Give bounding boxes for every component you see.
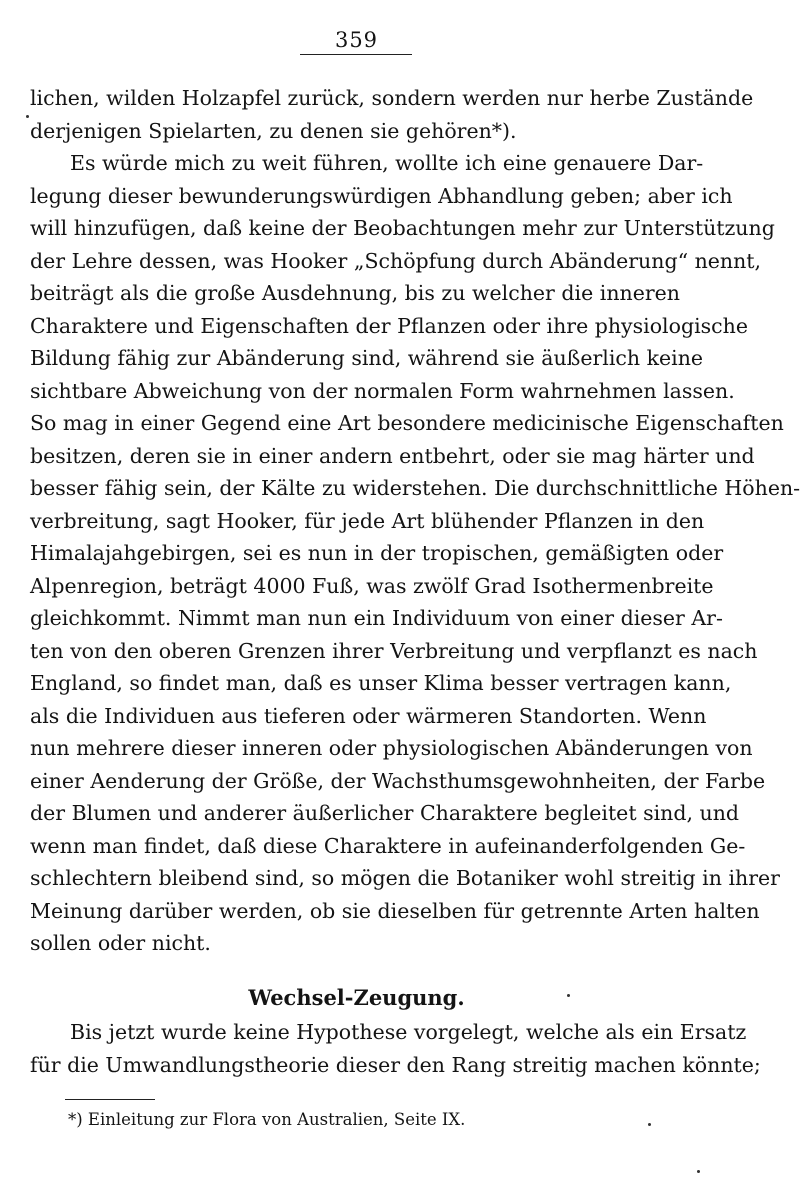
text-line: gleichkommt. Nimmt man nun ein Individuum von einer dieser Ar- <box>30 606 723 630</box>
print-speck <box>26 115 29 118</box>
text-line: wenn man findet, daß diese Charaktere in aufeinanderfolgenden Ge- <box>30 833 746 858</box>
text-line: sichtbare Abweichung von der normalen Form wahrnehmen lassen. <box>30 378 735 403</box>
text-line: Bis jetzt wurde keine Hypothese vorgelegt, welche als ein Ersatz <box>70 1020 747 1044</box>
text-line: nun mehrere dieser inneren oder physiologischen Abänderungen von <box>30 736 753 760</box>
text-line: Himalajahgebirgen, sei es nun in der tropischen, gemäßigten oder <box>30 541 724 565</box>
text-line: Bildung fähig zur Abänderung sind, während sie äußerlich keine <box>30 346 704 370</box>
text-line: legung dieser bewunderungswürdigen Abhandlung geben; aber ich <box>30 183 733 208</box>
text-line: der Blumen und anderer äußerlicher Charaktere begleitet sind, und <box>30 801 740 825</box>
text-line: Meinung darüber werden, ob sie dieselben für getrennte Arten halten <box>30 898 760 923</box>
text-line: derjenigen Spielarten, zu denen sie gehören*). <box>30 118 517 143</box>
section-heading: Wechsel-Zeugung. <box>248 985 465 1010</box>
text-line: schlechtern bleibend sind, so mögen die Botaniker wohl streitig in ihrer <box>30 866 780 890</box>
print-speck <box>697 1170 700 1173</box>
text-line: ten von den oberen Grenzen ihrer Verbreitung und verpflanzt es nach <box>30 638 758 663</box>
header-rule <box>300 54 412 55</box>
print-speck <box>648 1123 651 1126</box>
text-line: einer Aenderung der Größe, der Wachsthumsgewohnheiten, der Farbe <box>30 768 766 793</box>
text-line: verbreitung, sagt Hooker, für jede Art blühender Pflanzen in den <box>30 508 705 533</box>
text-line: England, so findet man, daß es unser Klima besser vertragen kann, <box>30 671 732 695</box>
print-speck <box>567 994 570 997</box>
page-number: 359 <box>334 28 379 52</box>
footnote-rule <box>65 1099 155 1100</box>
text-line: Alpenregion, beträgt 4000 Fuß, was zwölf Grad Isothermenbreite <box>30 573 714 598</box>
footnote: *) Einleitung zur Flora von Australien, Seite IX. <box>68 1110 466 1129</box>
text-line: für die Umwandlungstheorie dieser den Rang streitig machen könnte; <box>30 1052 761 1077</box>
text-line: will hinzufügen, daß keine der Beobachtungen mehr zur Unterstützung <box>30 216 775 240</box>
text-line: als die Individuen aus tieferen oder wärmeren Standorten. Wenn <box>30 703 707 728</box>
text-line: besitzen, deren sie in einer andern entbehrt, oder sie mag härter und <box>30 443 755 468</box>
text-line: Es würde mich zu weit führen, wollte ich eine genauere Dar- <box>70 151 704 175</box>
text-line: sollen oder nicht. <box>30 931 211 955</box>
main-text <box>30 82 800 960</box>
section-text <box>30 1016 761 1081</box>
text-line: der Lehre dessen, was Hooker „Schöpfung durch Abänderung“ nennt, <box>30 248 762 273</box>
text-line: besser fähig sein, der Kälte zu widerstehen. Die durchschnittliche Höhen- <box>30 476 800 500</box>
text-line: Charaktere und Eigenschaften der Pflanzen oder ihre physiologische <box>30 313 748 338</box>
text-line: beiträgt als die große Ausdehnung, bis zu welcher die inneren <box>30 281 680 305</box>
text-line: lichen, wilden Holzapfel zurück, sondern werden nur herbe Zustände <box>30 86 754 110</box>
text-line: So mag in einer Gegend eine Art besondere medicinische Eigenschaften <box>30 411 784 435</box>
